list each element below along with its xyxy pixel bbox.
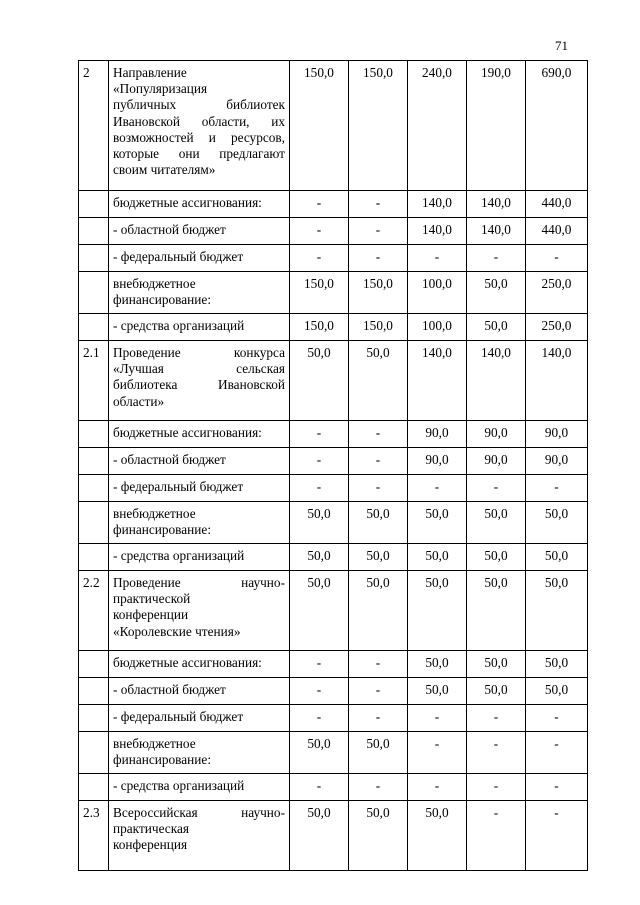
value-cell: 50,0	[467, 571, 526, 651]
value-cell: -	[526, 475, 588, 502]
value-cell: 90,0	[467, 448, 526, 475]
value-cell: 50,0	[349, 544, 408, 571]
table-row	[79, 774, 588, 801]
row-name-cell	[109, 732, 290, 774]
value-cell: 50,0	[467, 651, 526, 678]
value-cell: -	[290, 705, 349, 732]
table-row	[79, 678, 588, 705]
row-number-cell	[79, 448, 109, 475]
row-name-line: «Королевские чтения»	[113, 623, 241, 639]
row-name-line: конференция	[113, 837, 188, 853]
value-cell: -	[290, 651, 349, 678]
row-number-cell: 2	[79, 61, 109, 191]
value-cell: 140,0	[467, 341, 526, 421]
value-cell: 50,0	[526, 651, 588, 678]
value-cell: 50,0	[290, 341, 349, 421]
row-name-line: внебюджетное	[113, 736, 196, 751]
value-cell: 50,0	[408, 678, 467, 705]
table-row	[79, 448, 588, 475]
value-cell: 50,0	[408, 502, 467, 544]
value-cell: 50,0	[467, 678, 526, 705]
row-number-cell	[79, 421, 109, 448]
value-cell: -	[349, 218, 408, 245]
row-name-line: практическая	[113, 821, 189, 837]
table-row	[79, 571, 588, 651]
value-cell: 50,0	[467, 544, 526, 571]
row-name-cell	[109, 191, 290, 218]
value-cell: 90,0	[408, 448, 467, 475]
value-cell: -	[408, 475, 467, 502]
value-cell: 140,0	[467, 191, 526, 218]
value-cell: 90,0	[408, 421, 467, 448]
row-name-line: - областной бюджет	[113, 222, 226, 237]
row-name-line: области»	[113, 393, 165, 409]
value-cell: -	[290, 218, 349, 245]
value-cell: 690,0	[526, 61, 588, 191]
value-cell: -	[290, 245, 349, 272]
row-name-line: - средства организаций	[113, 318, 245, 333]
value-cell: -	[467, 774, 526, 801]
value-cell: -	[349, 475, 408, 502]
table-row	[79, 475, 588, 502]
value-cell: -	[290, 191, 349, 218]
row-number-cell	[79, 502, 109, 544]
value-cell: -	[526, 245, 588, 272]
row-name-cell	[109, 801, 290, 871]
value-cell: -	[349, 774, 408, 801]
value-cell: 50,0	[349, 341, 408, 421]
value-cell: 50,0	[408, 544, 467, 571]
row-name-cell	[109, 314, 290, 341]
value-cell: -	[408, 245, 467, 272]
row-name-line: - средства организаций	[113, 548, 245, 563]
value-cell: 250,0	[526, 272, 588, 314]
row-name-line: конференции	[113, 607, 189, 623]
row-name-cell	[109, 475, 290, 502]
value-cell: 50,0	[349, 801, 408, 871]
row-number-cell: 2.2	[79, 571, 109, 651]
row-name-line: своим читателям»	[113, 162, 216, 178]
budget-table	[78, 60, 588, 871]
row-name-cell	[109, 678, 290, 705]
value-cell: 150,0	[349, 272, 408, 314]
row-name-cell	[109, 421, 290, 448]
value-cell: 50,0	[349, 732, 408, 774]
value-cell: 250,0	[526, 314, 588, 341]
value-cell: -	[467, 245, 526, 272]
row-number-cell	[79, 245, 109, 272]
table-row	[79, 314, 588, 341]
value-cell: 50,0	[526, 678, 588, 705]
value-cell: 50,0	[349, 502, 408, 544]
row-name-line: финансирование:	[113, 292, 212, 308]
value-cell: -	[526, 801, 588, 871]
value-cell: 90,0	[467, 421, 526, 448]
row-name-line: Проведение конкурса	[113, 345, 285, 360]
row-number-cell	[79, 191, 109, 218]
value-cell: 140,0	[526, 341, 588, 421]
value-cell: 50,0	[467, 272, 526, 314]
table-row	[79, 651, 588, 678]
value-cell: 50,0	[526, 502, 588, 544]
row-name-cell	[109, 341, 290, 421]
value-cell: -	[290, 448, 349, 475]
value-cell: -	[526, 774, 588, 801]
row-name-line: бюджетные ассигнования:	[113, 195, 262, 210]
value-cell: -	[526, 732, 588, 774]
row-name-line: которые они предлагают	[113, 146, 285, 162]
row-name-line: внебюджетное	[113, 276, 196, 291]
value-cell: -	[467, 705, 526, 732]
value-cell: 140,0	[408, 341, 467, 421]
value-cell: 190,0	[467, 61, 526, 191]
row-name-line: внебюджетное	[113, 506, 196, 521]
row-name-cell	[109, 651, 290, 678]
value-cell: -	[349, 705, 408, 732]
value-cell: 50,0	[290, 732, 349, 774]
value-cell: 140,0	[467, 218, 526, 245]
table-row	[79, 272, 588, 314]
row-number-cell: 2.1	[79, 341, 109, 421]
value-cell: 50,0	[467, 314, 526, 341]
row-name-line: возможностей и ресурсов,	[113, 129, 285, 145]
value-cell: 50,0	[526, 544, 588, 571]
row-name-line: - средства организаций	[113, 778, 245, 793]
row-number-cell	[79, 218, 109, 245]
value-cell: 150,0	[290, 272, 349, 314]
value-cell: 50,0	[290, 801, 349, 871]
row-name-line: - федеральный бюджет	[113, 249, 244, 264]
value-cell: 50,0	[526, 571, 588, 651]
value-cell: 150,0	[290, 314, 349, 341]
row-number-cell: 2.3	[79, 801, 109, 871]
page-number: 71	[555, 38, 568, 53]
value-cell: 50,0	[408, 801, 467, 871]
value-cell: 90,0	[526, 421, 588, 448]
row-name-cell	[109, 705, 290, 732]
row-name-line: финансирование:	[113, 522, 212, 538]
row-name-line: публичных библиотек	[113, 97, 285, 113]
table-row	[79, 341, 588, 421]
row-name-cell	[109, 544, 290, 571]
row-name-line: финансирование:	[113, 752, 212, 768]
row-name-line: Всероссийская научно-	[113, 805, 285, 820]
row-name-cell	[109, 218, 290, 245]
row-name-cell	[109, 272, 290, 314]
row-name-line: «Популяризация	[113, 81, 208, 97]
table-row	[79, 705, 588, 732]
row-number-cell	[79, 678, 109, 705]
value-cell: 150,0	[349, 61, 408, 191]
row-name-line: - областной бюджет	[113, 452, 226, 467]
row-name-line: «Лучшая сельская	[113, 361, 285, 377]
table-row	[79, 61, 588, 191]
row-number-cell	[79, 475, 109, 502]
value-cell: 50,0	[467, 502, 526, 544]
value-cell: -	[290, 678, 349, 705]
row-name-line: - областной бюджет	[113, 682, 226, 697]
value-cell: 150,0	[349, 314, 408, 341]
value-cell: -	[349, 651, 408, 678]
row-number-cell	[79, 272, 109, 314]
value-cell: -	[408, 774, 467, 801]
value-cell: 90,0	[526, 448, 588, 475]
row-number-cell	[79, 651, 109, 678]
row-name-line: Проведение научно-	[113, 575, 285, 590]
value-cell: 50,0	[290, 571, 349, 651]
table-row	[79, 502, 588, 544]
value-cell: -	[349, 191, 408, 218]
row-name-line: Направление	[113, 65, 187, 80]
row-number-cell	[79, 314, 109, 341]
value-cell: -	[408, 732, 467, 774]
row-name-line: - федеральный бюджет	[113, 479, 244, 494]
table-row	[79, 191, 588, 218]
value-cell: -	[349, 245, 408, 272]
value-cell: -	[467, 732, 526, 774]
value-cell: 150,0	[290, 61, 349, 191]
row-name-line: практической	[113, 591, 191, 607]
row-number-cell	[79, 544, 109, 571]
table-row	[79, 801, 588, 871]
value-cell: -	[467, 801, 526, 871]
row-name-line: Ивановской области, их	[113, 113, 285, 129]
value-cell: 50,0	[408, 651, 467, 678]
value-cell: 140,0	[408, 191, 467, 218]
value-cell: 440,0	[526, 218, 588, 245]
value-cell: -	[349, 448, 408, 475]
value-cell: 50,0	[290, 502, 349, 544]
value-cell: -	[526, 705, 588, 732]
row-number-cell	[79, 705, 109, 732]
table-row	[79, 218, 588, 245]
value-cell: -	[467, 475, 526, 502]
row-number-cell	[79, 732, 109, 774]
row-name-cell	[109, 502, 290, 544]
row-number-cell	[79, 774, 109, 801]
value-cell: 50,0	[349, 571, 408, 651]
value-cell: 100,0	[408, 314, 467, 341]
value-cell: 100,0	[408, 272, 467, 314]
budget-table-body	[79, 61, 588, 871]
row-name-line: бюджетные ассигнования:	[113, 655, 262, 670]
row-name-line: библиотека Ивановской	[113, 377, 285, 393]
value-cell: -	[290, 475, 349, 502]
row-name-line: бюджетные ассигнования:	[113, 425, 262, 440]
row-name-cell	[109, 571, 290, 651]
value-cell: -	[408, 705, 467, 732]
table-row	[79, 732, 588, 774]
table-row	[79, 544, 588, 571]
value-cell: 50,0	[408, 571, 467, 651]
table-row	[79, 245, 588, 272]
row-name-cell	[109, 448, 290, 475]
value-cell: -	[349, 421, 408, 448]
row-name-cell	[109, 774, 290, 801]
row-name-line: - федеральный бюджет	[113, 709, 244, 724]
value-cell: -	[290, 421, 349, 448]
value-cell: -	[290, 774, 349, 801]
value-cell: 240,0	[408, 61, 467, 191]
row-name-cell	[109, 245, 290, 272]
value-cell: 440,0	[526, 191, 588, 218]
table-row	[79, 421, 588, 448]
value-cell: 140,0	[408, 218, 467, 245]
value-cell: -	[349, 678, 408, 705]
value-cell: 50,0	[290, 544, 349, 571]
row-name-cell	[109, 61, 290, 191]
